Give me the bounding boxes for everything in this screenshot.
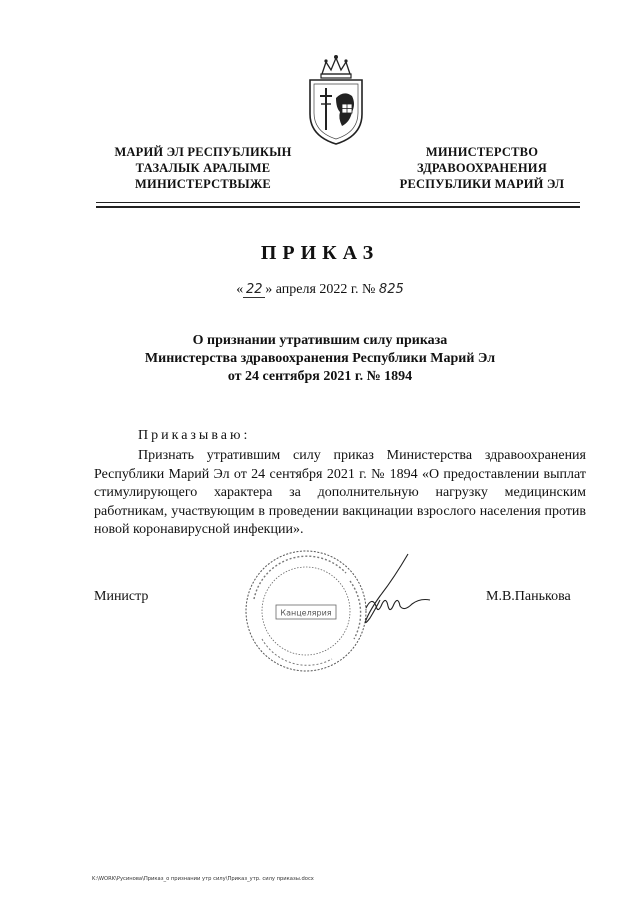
- order-word: Приказываю:: [138, 428, 251, 443]
- date-rest: » апреля 2022 г. №: [265, 282, 376, 297]
- footer-file-path: K:\WORK\Русинова\Приказ_о признании утр силу\Приказ_утр. силу приказы.docx: [92, 876, 314, 882]
- date-day: 22: [243, 282, 265, 298]
- stamp-center-text: Канцелярия: [280, 608, 332, 618]
- subject-line-3: от 24 сентября 2021 г. № 1894: [227, 369, 413, 384]
- signatory-title: Министр: [94, 589, 149, 604]
- header-left-line-2: ТАЗАЛЫК АРАЛЫМЕ: [135, 161, 271, 175]
- header-right-line-2: ЗДРАВООХРАНЕНИЯ: [417, 161, 547, 175]
- header-right-line-3: РЕСПУБЛИКИ МАРИЙ ЭЛ: [399, 177, 565, 191]
- document-subject: [0, 332, 640, 386]
- coat-of-arms-icon: [296, 52, 376, 147]
- date-open-quote: «: [236, 282, 244, 297]
- header-right: [372, 144, 592, 192]
- document-number: 825: [378, 282, 404, 297]
- header-left-line-1: МАРИЙ ЭЛ РЕСПУБЛИКЫН: [114, 145, 292, 159]
- header-divider-thin: [96, 202, 580, 203]
- signature: [330, 548, 440, 638]
- subject-line-1: О признании утратившим силу приказа: [192, 333, 448, 348]
- document-title: ПРИКАЗ: [260, 242, 380, 264]
- header-right-line-1: МИНИСТЕРСТВО: [425, 145, 539, 159]
- signatory-name: М.В.Панькова: [486, 589, 571, 604]
- header-left-line-3: МИНИСТЕРСТВЫЖЕ: [135, 177, 271, 191]
- header-divider-thick: [96, 206, 580, 208]
- subject-line-2: Министерства здравоохранения Республики Марий Эл: [144, 351, 496, 366]
- date-line: [0, 282, 640, 298]
- order-body: Признать утратившим силу приказ Министерства здравоохранения Республики Марий Эл от 24 сентября 2021 г. № 1894 «О предоставлении выплат стимулирующего характера за дополнительную нагрузку медицинским работникам, участвующим в проведении вакцинации взрослого населения против новой коронавирусной инфекции».: [94, 448, 586, 537]
- header-left: [88, 144, 318, 192]
